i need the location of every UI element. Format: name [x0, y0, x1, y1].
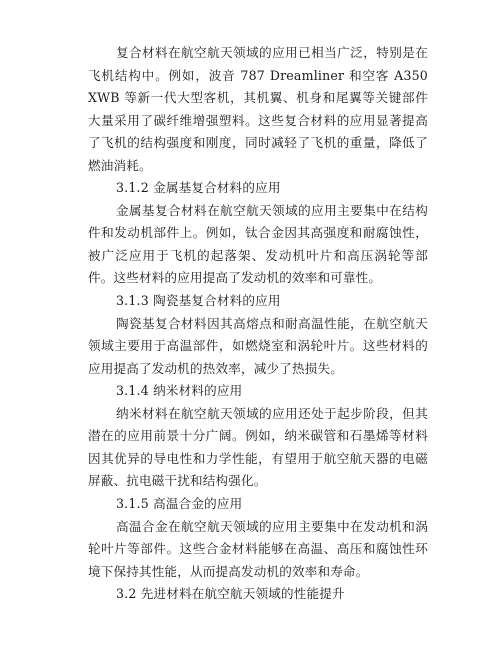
section-3-2 [88, 583, 428, 606]
section-3-1-4 [88, 380, 428, 493]
heading-3-1-4: 3.1.4 纳米材料的应用 [116, 383, 243, 398]
paragraph-3-1-5: 高温合金在航空航天领域的应用主要集中在发动机和涡轮叶片等部件。这些合金材料能够在高温、高压和腐蚀性环境下保持其性能，从而提高发动机的效率和寿命。 [88, 518, 428, 579]
paragraph-3-1-3: 陶瓷基复合材料因其高熔点和耐高温性能，在航空航天领域主要用于高温部件，如燃烧室和涡轮叶片。这些材料的应用提高了发动机的热效率，减少了热损失。 [88, 315, 428, 376]
heading-3-2: 3.2 先进材料在航空航天领域的性能提升 [116, 586, 345, 601]
section-3-1-3 [88, 290, 428, 380]
section-3-1-2 [88, 177, 428, 290]
heading-3-1-5: 3.1.5 高温合金的应用 [116, 496, 243, 511]
heading-3-1-3: 3.1.3 陶瓷基复合材料的应用 [116, 293, 281, 308]
paragraph-3-1-4: 纳米材料在航空航天领域的应用还处于起步阶段，但其潜在的应用前景十分广阔。例如，纳米碳管和石墨烯等材料因其优异的导电性和力学性能，有望用于航空航天器的电磁屏蔽、抗电磁干扰和结构强化。 [88, 405, 428, 488]
paragraph-3-1-2: 金属基复合材料在航空航天领域的应用主要集中在结构件和发动机部件上。例如，钛合金因其高强度和耐腐蚀性，被广泛应用于飞机的起落架、发动机叶片和高压涡轮等部件。这些材料的应用提高了发动机的效率和可靠性。 [88, 202, 428, 285]
intro-section [88, 42, 428, 177]
paragraph-composite-applications: 复合材料在航空航天领域的应用已相当广泛，特别是在飞机结构中。例如，波音 787 Dreamliner 和空客 A350 XWB 等新一代大型客机，其机翼、机身和尾翼等关键部件大量采用了碳纤维增强塑料。这些复合材料的应用显著提高了飞机的结构强度和刚度，同时减轻了飞机的重量，降低了燃油消耗。 [88, 45, 428, 173]
section-3-1-5 [88, 493, 428, 583]
heading-3-1-2: 3.1.2 金属基复合材料的应用 [116, 180, 281, 195]
